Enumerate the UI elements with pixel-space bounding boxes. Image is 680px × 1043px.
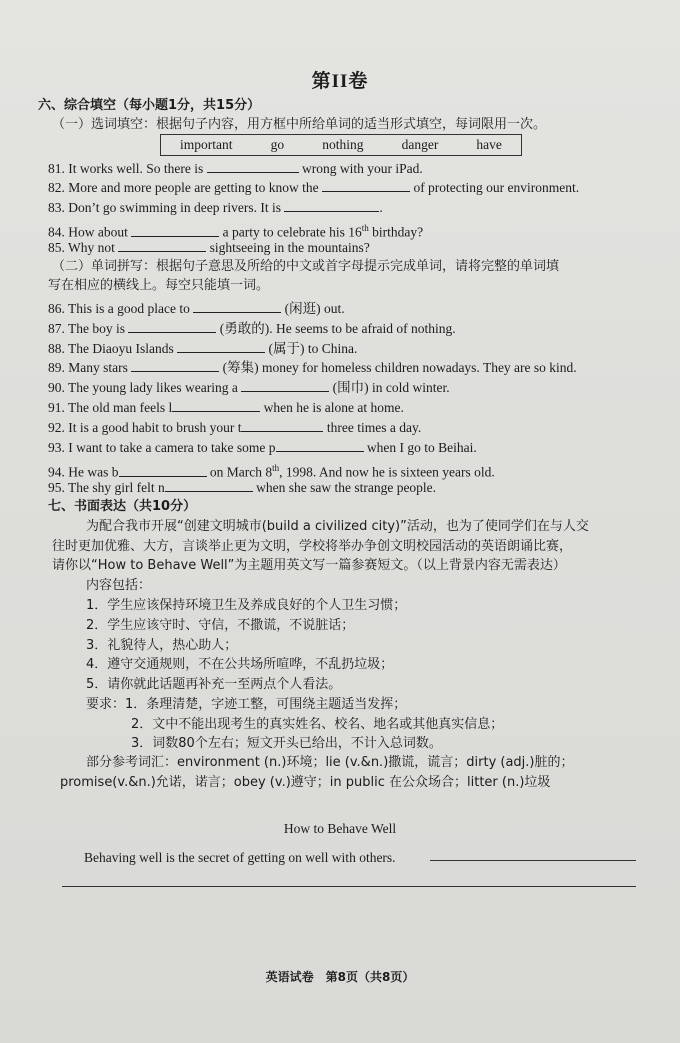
page-title: 第II卷 xyxy=(311,71,369,92)
word-box-item: important xyxy=(180,137,233,152)
content-point: 3．礼貌待人，热心助人； xyxy=(86,638,238,653)
word-box xyxy=(160,134,522,156)
answer-blank[interactable] xyxy=(177,340,265,353)
word-box-item: have xyxy=(476,137,502,152)
vocab-line-2: promise(v.&n.)允诺，诺言；obey (v.)遵守；in public 在公众场合；litter (n.)垃圾 xyxy=(60,775,551,790)
essay-intro-3: 请你以“How to Behave Well”为主题用英文写一篇参赛短文。（以上背景内容无需表达） xyxy=(52,558,566,573)
answer-blank[interactable] xyxy=(241,379,329,392)
answer-blank[interactable] xyxy=(322,179,410,192)
content-point: 1．学生应该保持环境卫生及养成良好的个人卫生习惯； xyxy=(86,598,407,613)
answer-blank[interactable] xyxy=(241,419,323,432)
question-84: 84. How about a party to celebrate his 16th birthday? xyxy=(48,223,424,240)
question-89: 89. Many stars (筹集) money for homeless children nowadays. They are so kind. xyxy=(48,360,577,375)
question-95: 95. The shy girl felt n when she saw the strange people. xyxy=(48,480,437,495)
essay-title: How to Behave Well xyxy=(283,821,397,836)
question-86: 86. This is a good place to (闲逛) out. xyxy=(48,301,345,316)
section7-heading: 七、书面表达（共10分） xyxy=(48,499,197,514)
answer-blank[interactable] xyxy=(193,300,281,313)
requirement-1: 要求：1．条理清楚，字迹工整，可围绕主题适当发挥； xyxy=(86,697,407,712)
page-footer: 英语试卷 第8页（共8页） xyxy=(265,970,415,984)
answer-blank[interactable] xyxy=(131,359,219,372)
answer-blank[interactable] xyxy=(284,199,379,212)
vocab-line-1: 部分参考词汇：environment (n.)环境；lie (v.&n.)撒谎，谎言；dirty (adj.)脏的； xyxy=(86,755,574,770)
question-92: 92. It is a good habit to brush your t three times a day. xyxy=(48,420,422,435)
answer-blank[interactable] xyxy=(172,399,260,412)
part2-instructions-1: （二）单词拼写：根据句子意思及所给的中文或首字母提示完成单词，请将完整的单词填 xyxy=(52,259,560,274)
part1-instructions: （一）选词填空：根据句子内容，用方框中所给单词的适当形式填空，每词限用一次。 xyxy=(52,117,547,132)
question-87: 87. The boy is (勇敢的). He seems to be afraid of nothing. xyxy=(48,321,456,336)
requirement-2: 2．文中不能出现考生的真实姓名、校名、地名或其他真实信息； xyxy=(131,717,504,732)
question-93: 93. I want to take a camera to take some p when I go to Beihai. xyxy=(48,440,477,455)
part2-instructions-2: 写在相应的横线上。每空只能填一词。 xyxy=(48,278,270,293)
answer-blank[interactable] xyxy=(131,224,219,237)
answer-blank[interactable] xyxy=(119,464,207,477)
answer-blank[interactable] xyxy=(165,479,253,492)
writing-line[interactable] xyxy=(62,886,636,887)
requirement-3: 3．词数80个左右；短文开头已给出，不计入总词数。 xyxy=(131,736,442,751)
question-82: 82. More and more people are getting to know the of protecting our environment. xyxy=(48,180,580,195)
essay-intro-1: 为配合我市开展“创建文明城市(build a civilized city)”活动，也为了使同学们在与人交 xyxy=(86,519,589,534)
content-point: 5．请你就此话题再补充一至两点个人看法。 xyxy=(86,677,342,692)
question-83: 83. Don’t go swimming in deep rivers. It is . xyxy=(48,200,383,215)
content-label: 内容包括： xyxy=(86,578,152,593)
section6-heading: 六、综合填空（每小题1分，共15分） xyxy=(38,98,261,113)
question-91: 91. The old man feels l when he is alone at home. xyxy=(48,400,404,415)
question-90: 90. The young lady likes wearing a (围巾) in cold winter. xyxy=(48,380,450,395)
essay-intro-2: 往时更加优雅、大方，言谈举止更为文明，学校将举办争创文明校园活动的英语朗诵比赛， xyxy=(52,539,573,554)
essay-start: Behaving well is the secret of getting on well with others. xyxy=(84,850,396,865)
question-94: 94. He was b on March 8th, 1998. And now he is sixteen years old. xyxy=(48,463,495,480)
answer-blank[interactable] xyxy=(207,160,299,173)
answer-blank[interactable] xyxy=(276,439,364,452)
word-box-item: danger xyxy=(401,137,439,152)
content-point: 4．遵守交通规则，不在公共场所喧哗，不乱扔垃圾； xyxy=(86,657,394,672)
word-box-item: go xyxy=(270,137,285,152)
content-point: 2．学生应该守时、守信，不撒谎，不说脏话； xyxy=(86,618,355,633)
writing-line[interactable] xyxy=(430,860,636,861)
answer-blank[interactable] xyxy=(118,239,206,252)
question-81: 81. It works well. So there is wrong with your iPad. xyxy=(48,161,423,176)
question-88: 88. The Diaoyu Islands (属于) to China. xyxy=(48,341,358,356)
answer-blank[interactable] xyxy=(128,320,216,333)
word-box-item: nothing xyxy=(322,137,364,152)
question-85: 85. Why not sightseeing in the mountains? xyxy=(48,240,370,255)
